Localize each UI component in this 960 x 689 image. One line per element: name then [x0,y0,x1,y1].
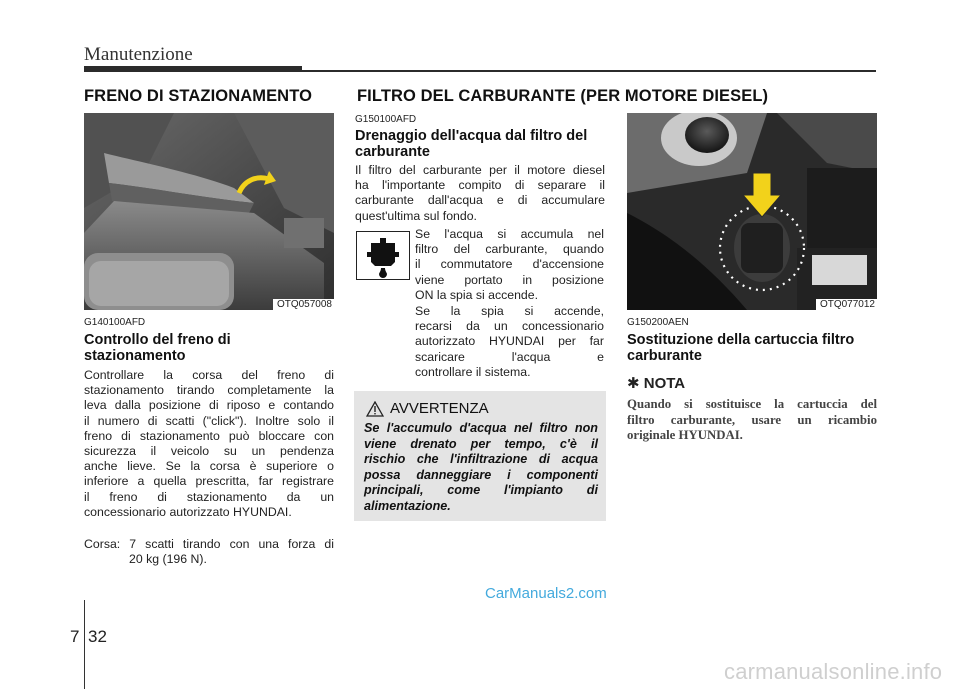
nota-title: ✱ NOTA [627,375,686,392]
drain-paragraph: Il filtro del carburante per il motore diesel ha l'importante compito di separare il carburante dall'acqua e di accumulare quest'ultima sul fondo. [355,163,605,223]
indicator-paragraph-1: Se l'acqua si accumula nel filtro del carburante, quando il commutatore d'accensione viene portato in posizione ON la spia si accende. [415,227,604,302]
warning-title: AVVERTENZA [390,400,489,417]
page-divider [84,600,85,689]
header-bar [84,66,302,72]
fuel-filter-photo [627,113,877,310]
warning-text: Se l'accumulo d'acqua nel filtro non viene drenato per tempo, c'è il rischio che l'infiltrazione di acqua possa danneggiare i componenti principali, come l'impianto di alimentazione. [364,421,598,513]
photo-label: OTQ077012 [816,299,877,310]
warning-triangle-icon [366,401,384,417]
header-rule [302,70,876,72]
nota-text: Quando si sostituisce la cartuccia del filtro carburante, usare un ricambio originale HYUNDAI. [627,397,877,442]
warning-box [354,391,606,521]
subsection-title: Sostituzione della cartuccia filtro carburante [627,332,855,364]
doc-code: G150100AFD [355,114,417,125]
doc-code: G150200AEN [627,317,689,328]
parking-brake-photo [84,113,334,310]
subsection-title: Controllo del freno di stazionamento [84,332,231,364]
parking-brake-illustration [84,113,334,310]
indicator-paragraph-2: Se la spia si accende, recarsi da un concessionario autorizzato HYUNDAI per far scaricare l'acqua e controllare il sistema. [415,304,604,379]
site-watermark: carmanualsonline.info [724,659,943,684]
fuel-filter-illustration [627,113,877,310]
right-heading: FILTRO DEL CARBURANTE (PER MOTORE DIESEL) [357,87,769,105]
watermark-link[interactable]: CarManuals2.com [485,585,607,602]
subsection-title: Drenaggio dell'acqua dal filtro del carburante [355,128,588,160]
page-number: 32 [88,627,107,646]
asterisk-icon: ✱ [627,375,640,392]
left-heading: FRENO DI STAZIONAMENTO [84,87,313,105]
chapter-number: 7 [70,627,80,646]
doc-code: G140100AFD [84,317,146,328]
photo-label: OTQ057008 [273,299,334,310]
brake-spec: Corsa: 7 scatti tirando con una forza di 20 kg (196 N). [84,537,334,567]
brake-paragraph: Controllare la corsa del freno di stazionamento tirando completamente la leva dalla posizione di riposo e contando il numero di scatti ("click"). Inoltre solo il freno di stazionamento può bloccare con sicurezza il veicolo su un pendenza anche lieve. Se la corsa è superiore o inferiore a quella prescritta, far registrare il freno di stazionamento da un concessionario autorizzato HYUNDAI. [84,368,334,519]
water-in-fuel-icon [356,231,410,280]
section-title: Manutenzione [84,44,193,65]
